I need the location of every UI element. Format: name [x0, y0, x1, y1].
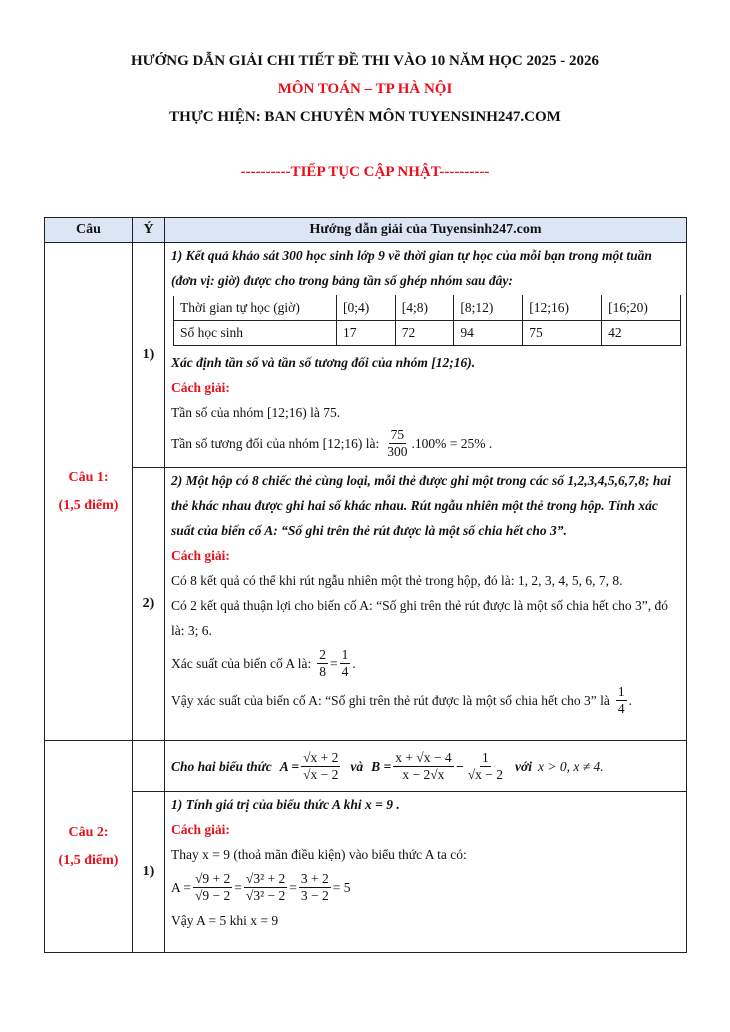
text: x > 0, x ≠ 4. [538, 758, 604, 774]
question-1-label: Câu 1: [68, 469, 109, 485]
fraction [244, 871, 287, 904]
frequency-table [173, 295, 681, 346]
solution-line: Vậy xác suất của biến cố A: “Số ghi trên thẻ rút được là một số chia hết cho 3” là $\frac{1}{4}$ . [171, 684, 632, 716]
table-cell: 72 [395, 321, 454, 346]
question-1-points: (1,5 điểm) [58, 497, 119, 513]
table-cell: [4;8) [395, 296, 454, 321]
numerator: x + √x − 4 [395, 749, 452, 765]
fraction [385, 427, 409, 460]
col-header-guide: Hướng dẫn giải của Tuyensinh247.com [165, 218, 687, 243]
fraction [317, 647, 328, 680]
question-2-cell [45, 741, 133, 953]
part-label: 2) [133, 468, 165, 741]
denominator: 3 − 2 [300, 888, 329, 903]
question-1-cell [45, 243, 133, 741]
calculation-line: A = $\frac{√9 + 2}{√9 - 2}$ = $\frac{\text{√3² + 2}}{\text{√3² − 2}}$ = $\frac{3 + 2}{3 - 2}$ = 5 [171, 871, 351, 903]
answer-cell [165, 243, 687, 468]
table-cell: 75 [523, 321, 602, 346]
text: − [455, 758, 464, 774]
numerator: 1 [341, 647, 349, 662]
denominator: 300 [387, 444, 408, 459]
question-text: 1) Tính giá trị của biểu thức A khi x = 9 . [171, 797, 400, 812]
doc-title: HƯỚNG DẪN GIẢI CHI TIẾT ĐỀ THI VÀO 10 NĂM HỌC 2025 - 2026 [131, 53, 599, 69]
text: A = [279, 758, 300, 774]
denominator: 4 [617, 701, 625, 716]
text: = 5 [332, 879, 351, 895]
text: B = [371, 758, 392, 774]
table-cell: 94 [454, 321, 523, 346]
text: Cho hai biểu thức [171, 758, 272, 774]
table-cell: [8;12) [454, 296, 523, 321]
numerator: 2 [319, 647, 326, 662]
question-2-points: (1,5 điểm) [58, 852, 119, 868]
solution-table [44, 217, 687, 953]
expressions-line [171, 750, 680, 783]
text: Tần số tương đối của nhóm [12;16) là: [171, 435, 380, 451]
question-text: 2) Một hộp có 8 chiếc thẻ cùng loại, mỗi thẻ được ghi một trong các số 1,2,3,4,5,6,7,8; hai thẻ khác nhau được ghi hai số khác nhau. Rút ngẫu nhiên một thẻ trong hộp. Tính xác suất của biến cố A: “Số ghi trên thẻ rút được là một số chia hết cho 3”. [171, 473, 671, 538]
update-notice: ----------TIẾP TỤC CẬP NHẬT---------- [240, 164, 490, 180]
denominator: √x − 2 [303, 766, 339, 782]
question-text: 1) Kết quả khảo sát 300 học sinh lớp 9 về thời gian tự học của mỗi bạn trong một tuần (đơn vị: giờ) được cho trong bảng tần số ghép nhóm sau đây: [171, 248, 652, 288]
question-2-label: Câu 2: [68, 824, 109, 840]
text: Xác suất của biến cố A là: [171, 655, 312, 671]
fraction [340, 647, 351, 680]
question-text-2: Xác định tần số và tần số tương đối của nhóm [12;16). [171, 355, 476, 370]
text: .100% = 25% . [411, 435, 493, 451]
solution-label: Cách giải: [171, 548, 230, 563]
text: với [515, 758, 533, 774]
col-header-y: Ý [133, 218, 165, 243]
solution-label: Cách giải: [171, 822, 230, 837]
denominator: √9 − 2 [195, 888, 231, 903]
doc-author: THỰC HIỆN: BAN CHUYÊN MÔN TUYENSINH247.COM [169, 109, 561, 125]
denominator: 4 [341, 664, 349, 679]
conclusion-line: Vậy A = 5 khi x = 9 [171, 913, 279, 928]
text: và [350, 758, 364, 774]
denominator: √3² − 2 [245, 888, 286, 903]
table-row [45, 243, 687, 468]
intro-cell [165, 741, 687, 792]
fraction [301, 750, 340, 783]
table-row [45, 792, 687, 953]
table-row [174, 321, 681, 346]
table-header-row [45, 218, 687, 243]
table-row [45, 741, 687, 792]
solution-line [171, 427, 680, 460]
numerator: 3 + 2 [300, 871, 329, 886]
answer-cell [165, 792, 687, 953]
doc-subject: MÔN TOÁN – TP HÀ NỘI [277, 81, 453, 97]
table-cell: Thời gian tự học (giờ) [174, 296, 337, 321]
fraction [393, 750, 453, 783]
fraction [299, 871, 331, 904]
text: = [329, 655, 338, 671]
numerator: √9 + 2 [195, 871, 231, 886]
fraction [466, 750, 505, 783]
numerator: √3² + 2 [245, 871, 286, 886]
text: Vậy xác suất của biến cố A: “Số ghi trên thẻ rút được là một số chia hết cho 3” là [171, 692, 610, 708]
col-header-cau: Câu [45, 218, 133, 243]
fraction [193, 871, 232, 904]
numerator: 1 [482, 749, 489, 765]
solution-label: Cách giải: [171, 380, 230, 395]
table-row [45, 468, 687, 741]
denominator: 8 [319, 664, 326, 679]
table-cell: [16;20) [602, 296, 681, 321]
table-cell: [12;16) [523, 296, 602, 321]
table-cell: [0;4) [337, 296, 396, 321]
table-row [174, 296, 681, 321]
part-label: 1) [133, 792, 165, 953]
solution-line: Tần số của nhóm [12;16) là 75. [171, 405, 341, 420]
table-cell: 42 [602, 321, 681, 346]
part-label: 1) [133, 243, 165, 468]
empty-part-cell [133, 741, 165, 792]
solution-line: Có 8 kết quả có thể khi rút ngẫu nhiên một thẻ trong hộp, đó là: 1, 2, 3, 4, 5, 6, 7, 8. [171, 573, 623, 588]
table-cell: 17 [337, 321, 396, 346]
numerator: 75 [390, 427, 405, 442]
fraction [616, 684, 627, 717]
denominator: x − 2√x [402, 766, 445, 782]
solution-line: Xác suất của biến cố A là: $\frac{2}{8}$ = $\frac{1}{4}$ . [171, 647, 356, 679]
numerator: √x + 2 [303, 749, 339, 765]
denominator: √x − 2 [467, 766, 504, 782]
answer-cell [165, 468, 687, 741]
text: A = [171, 879, 191, 895]
solution-line: Thay x = 9 (thoả mãn điều kiện) vào biểu thức A ta có: [171, 847, 467, 862]
solution-line: Có 2 kết quả thuận lợi cho biến cố A: “Số ghi trên thẻ rút được là một số chia hết cho 3”, đó là: 3; 6. [171, 598, 668, 638]
table-cell: Số học sinh [174, 321, 337, 346]
numerator: 1 [617, 684, 625, 699]
